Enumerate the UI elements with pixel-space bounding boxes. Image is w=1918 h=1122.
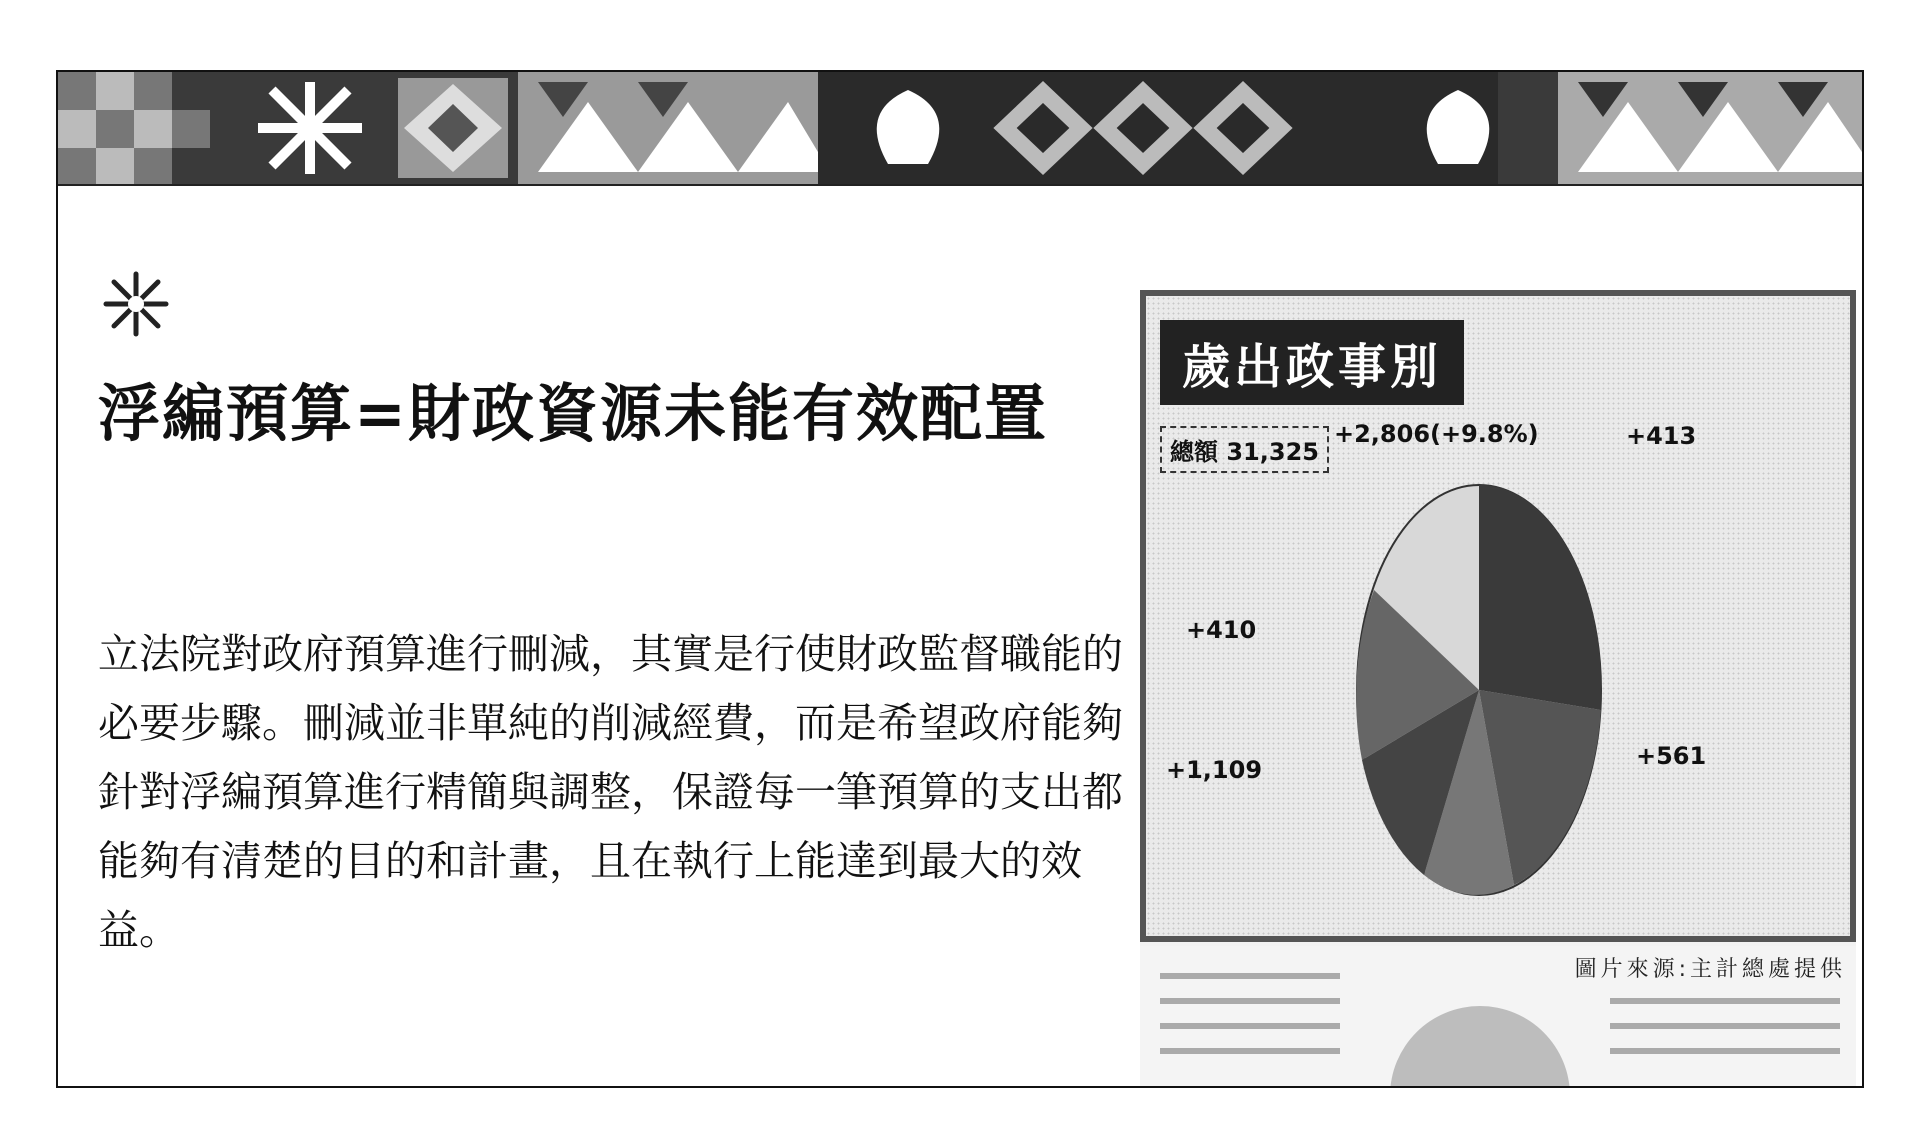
- pie-chart-graphic: [1354, 480, 1604, 900]
- image-heading: 歲出政事別: [1160, 320, 1464, 405]
- total-label: 總額 31,325: [1160, 426, 1329, 473]
- body-paragraph: 立法院對政府預算進行刪減，其實是行使財政監督職能的必要步驟。刪減並非單純的削減經費，而是希望政府能夠針對浮編預算進行精簡與調整，保證每一筆預算的支出都能夠有清楚的目的和計畫，且在執行上能達到最大的效益。: [98, 630, 1123, 954]
- image-source-caption: 圖片來源:主計總處提供: [1574, 957, 1846, 982]
- image-frame: [1140, 290, 1856, 942]
- newspaper-lower-section: [1140, 946, 1856, 1086]
- callout-right-bottom: +561: [1636, 742, 1707, 770]
- slide-title: 浮編預算=財政資源未能有效配置: [98, 377, 1048, 450]
- callout-top-right: +413: [1626, 422, 1697, 450]
- callout-left-bottom: +1,109: [1166, 756, 1263, 784]
- budget-newspaper-image: [1140, 290, 1856, 1086]
- callout-left-middle: +410: [1186, 616, 1257, 644]
- asterisk-star-icon: [102, 270, 170, 338]
- slide: [56, 70, 1864, 1088]
- change-label: +2,806(+9.8%): [1334, 420, 1539, 448]
- decorative-pattern-banner: [58, 72, 1862, 186]
